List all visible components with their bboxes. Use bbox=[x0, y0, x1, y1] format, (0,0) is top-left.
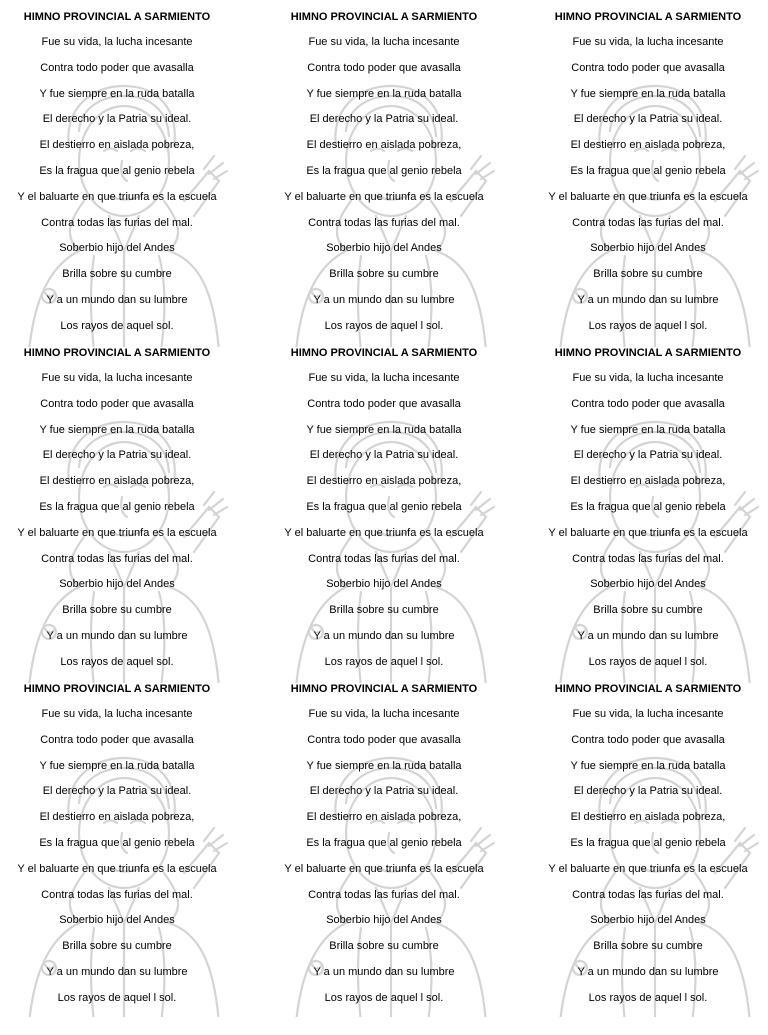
hymn-verse-line: Brilla sobre su cumbre bbox=[329, 268, 439, 281]
hymn-verse-line: Es la fragua que al genio rebela bbox=[306, 836, 462, 849]
hymn-verse-line: Es la fragua que al genio rebela bbox=[306, 500, 462, 513]
hymn-verse-line: Es la fragua que al genio rebela bbox=[39, 500, 195, 513]
hymn-verse-line: Brilla sobre su cumbre bbox=[329, 940, 439, 953]
hymn-card bbox=[520, 683, 768, 1017]
hymn-verse-line: Brilla sobre su cumbre bbox=[593, 940, 703, 953]
hymn-verse-line: Contra todo poder que avasalla bbox=[571, 397, 725, 410]
hymn-verse-line: Brilla sobre su cumbre bbox=[62, 268, 172, 281]
hymn-verse-line: Y fue siempre en la ruda batalla bbox=[570, 87, 726, 100]
hymn-verse-line: Es la fragua que al genio rebela bbox=[570, 164, 726, 177]
hymn-verse-line: Contra todo poder que avasalla bbox=[40, 61, 194, 74]
hymn-verse-line: Los rayos de aquel l sol. bbox=[324, 991, 444, 1004]
hymn-verse-line: El destierro en aislada pobreza, bbox=[39, 139, 195, 152]
hymn-verse-line: Contra todas las furias del mal. bbox=[572, 216, 724, 229]
hymn-verse-line: Y a un mundo dan su lumbre bbox=[577, 293, 719, 306]
hymn-verse-line: Es la fragua que al genio rebela bbox=[39, 836, 195, 849]
hymn-verse-line: Y a un mundo dan su lumbre bbox=[313, 965, 455, 978]
hymn-verse-line: Soberbio hijo del Andes bbox=[59, 914, 175, 927]
hymn-verse-line: El destierro en aislada pobreza, bbox=[306, 811, 462, 824]
hymn-verse-line: Contra todo poder que avasalla bbox=[307, 397, 461, 410]
hymn-title: HIMNO PROVINCIAL A SARMIENTO bbox=[23, 11, 211, 23]
hymn-verse-line: Contra todas las furias del mal. bbox=[572, 552, 724, 565]
hymn-verse-line: Los rayos de aquel l sol. bbox=[588, 655, 708, 668]
hymn-verse-line: Y el baluarte en que triunfa es la escuela bbox=[17, 526, 217, 539]
hymn-verse-line: Y a un mundo dan su lumbre bbox=[313, 293, 455, 306]
hymn-card bbox=[0, 347, 245, 683]
hymn-verse-line: El destierro en aislada pobreza, bbox=[570, 811, 726, 824]
hymn-verse-line: Fue su vida, la lucha incesante bbox=[41, 36, 193, 48]
hymn-verse-line: Brilla sobre su cumbre bbox=[593, 604, 703, 617]
hymn-card bbox=[0, 11, 245, 347]
hymn-verse-line: Contra todas las furias del mal. bbox=[308, 888, 460, 901]
hymn-verse-line: El derecho y la Patria su ideal. bbox=[42, 113, 192, 126]
hymn-card bbox=[0, 683, 245, 1017]
hymn-verse-line: Es la fragua que al genio rebela bbox=[306, 164, 462, 177]
hymn-verse-line: Y a un mundo dan su lumbre bbox=[46, 629, 188, 642]
hymn-title: HIMNO PROVINCIAL A SARMIENTO bbox=[554, 683, 742, 695]
hymn-verse-line: El destierro en aislada pobreza, bbox=[39, 475, 195, 488]
hymn-verse-line: Fue su vida, la lucha incesante bbox=[572, 372, 724, 384]
hymn-verse-line: Y a un mundo dan su lumbre bbox=[46, 965, 188, 978]
hymn-verse-line: Los rayos de aquel l sol. bbox=[324, 319, 444, 332]
hymn-verse-line: Soberbio hijo del Andes bbox=[590, 914, 706, 927]
hymn-verse-line: Y fue siempre en la ruda batalla bbox=[570, 759, 726, 772]
hymn-verse-line: Y fue siempre en la ruda batalla bbox=[306, 423, 462, 436]
hymn-verse-line: Contra todo poder que avasalla bbox=[571, 733, 725, 746]
hymn-card bbox=[520, 347, 768, 683]
hymn-verse-line: Contra todas las furias del mal. bbox=[308, 552, 460, 565]
hymn-verse-line: Los rayos de aquel sol. bbox=[60, 655, 174, 668]
hymn-verse-line: El destierro en aislada pobreza, bbox=[306, 475, 462, 488]
hymn-verse-line: Es la fragua que al genio rebela bbox=[570, 500, 726, 513]
hymn-verse-line: Es la fragua que al genio rebela bbox=[39, 164, 195, 177]
hymn-verse-line: Fue su vida, la lucha incesante bbox=[572, 36, 724, 48]
hymn-verse-line: Los rayos de aquel l sol. bbox=[324, 655, 444, 668]
hymn-verse-line: Contra todo poder que avasalla bbox=[571, 61, 725, 74]
hymn-verse-line: Brilla sobre su cumbre bbox=[329, 604, 439, 617]
hymn-verse-line: Contra todo poder que avasalla bbox=[40, 733, 194, 746]
hymn-verse-line: Contra todo poder que avasalla bbox=[40, 397, 194, 410]
hymn-title: HIMNO PROVINCIAL A SARMIENTO bbox=[290, 11, 478, 23]
hymn-title: HIMNO PROVINCIAL A SARMIENTO bbox=[290, 347, 478, 359]
hymn-verse-line: El derecho y la Patria su ideal. bbox=[309, 449, 459, 462]
hymn-verse-line: Contra todas las furias del mal. bbox=[41, 888, 193, 901]
hymn-verse-line: El derecho y la Patria su ideal. bbox=[42, 449, 192, 462]
hymn-verse-line: Fue su vida, la lucha incesante bbox=[41, 708, 193, 720]
hymn-verse-line: Contra todas las furias del mal. bbox=[41, 216, 193, 229]
hymn-verse-line: Y el baluarte en que triunfa es la escuela bbox=[548, 862, 748, 875]
hymn-verse-line: Fue su vida, la lucha incesante bbox=[308, 708, 460, 720]
hymn-verse-line: El destierro en aislada pobreza, bbox=[39, 811, 195, 824]
hymn-verse-line: Contra todo poder que avasalla bbox=[307, 61, 461, 74]
hymn-verse-line: Y fue siempre en la ruda batalla bbox=[306, 759, 462, 772]
hymn-verse-line: Soberbio hijo del Andes bbox=[59, 242, 175, 255]
hymn-verse-line: Brilla sobre su cumbre bbox=[593, 268, 703, 281]
hymn-verse-line: Y fue siempre en la ruda batalla bbox=[39, 423, 195, 436]
hymn-verse-line: Los rayos de aquel l sol. bbox=[588, 991, 708, 1004]
hymn-verse-line: Y fue siempre en la ruda batalla bbox=[39, 759, 195, 772]
hymn-title: HIMNO PROVINCIAL A SARMIENTO bbox=[290, 683, 478, 695]
hymn-title: HIMNO PROVINCIAL A SARMIENTO bbox=[554, 11, 742, 23]
hymn-verse-line: El destierro en aislada pobreza, bbox=[570, 139, 726, 152]
hymn-verse-line: Soberbio hijo del Andes bbox=[326, 914, 442, 927]
hymn-verse-line: Soberbio hijo del Andes bbox=[590, 242, 706, 255]
hymn-card bbox=[256, 11, 512, 347]
hymn-verse-line: Y el baluarte en que triunfa es la escuela bbox=[548, 190, 748, 203]
hymn-verse-line: Brilla sobre su cumbre bbox=[62, 604, 172, 617]
hymn-verse-line: Y a un mundo dan su lumbre bbox=[313, 629, 455, 642]
hymn-verse-line: Brilla sobre su cumbre bbox=[62, 940, 172, 953]
hymn-verse-line: El derecho y la Patria su ideal. bbox=[309, 785, 459, 798]
hymn-verse-line: El derecho y la Patria su ideal. bbox=[309, 113, 459, 126]
hymn-verse-line: Y fue siempre en la ruda batalla bbox=[306, 87, 462, 100]
hymn-verse-line: Y el baluarte en que triunfa es la escuela bbox=[284, 190, 484, 203]
hymn-verse-line: Y el baluarte en que triunfa es la escuela bbox=[284, 862, 484, 875]
hymn-verse-line: El derecho y la Patria su ideal. bbox=[573, 449, 723, 462]
hymn-verse-line: Los rayos de aquel l sol. bbox=[588, 319, 708, 332]
hymn-verse-line: El derecho y la Patria su ideal. bbox=[573, 785, 723, 798]
hymn-verse-line: Los rayos de aquel l sol. bbox=[57, 991, 177, 1004]
hymn-card bbox=[520, 11, 768, 347]
hymn-verse-line: El derecho y la Patria su ideal. bbox=[42, 785, 192, 798]
hymn-verse-line: Fue su vida, la lucha incesante bbox=[572, 708, 724, 720]
hymn-verse-line: Los rayos de aquel sol. bbox=[60, 319, 174, 332]
hymn-verse-line: Soberbio hijo del Andes bbox=[326, 242, 442, 255]
hymn-verse-line: Contra todo poder que avasalla bbox=[307, 733, 461, 746]
hymn-verse-line: El derecho y la Patria su ideal. bbox=[573, 113, 723, 126]
hymn-verse-line: Y fue siempre en la ruda batalla bbox=[570, 423, 726, 436]
hymn-verse-line: Es la fragua que al genio rebela bbox=[570, 836, 726, 849]
hymn-verse-line: El destierro en aislada pobreza, bbox=[306, 139, 462, 152]
hymn-verse-line: Fue su vida, la lucha incesante bbox=[308, 372, 460, 384]
hymn-verse-line: Y el baluarte en que triunfa es la escuela bbox=[548, 526, 748, 539]
hymn-verse-line: Y a un mundo dan su lumbre bbox=[46, 293, 188, 306]
hymn-verse-line: Y fue siempre en la ruda batalla bbox=[39, 87, 195, 100]
hymn-verse-line: Contra todas las furias del mal. bbox=[308, 216, 460, 229]
hymn-title: HIMNO PROVINCIAL A SARMIENTO bbox=[554, 347, 742, 359]
hymn-verse-line: Soberbio hijo del Andes bbox=[590, 578, 706, 591]
hymn-card bbox=[256, 347, 512, 683]
hymn-verse-line: Contra todas las furias del mal. bbox=[41, 552, 193, 565]
hymn-title: HIMNO PROVINCIAL A SARMIENTO bbox=[23, 347, 211, 359]
hymn-verse-line: Y el baluarte en que triunfa es la escuela bbox=[284, 526, 484, 539]
hymn-verse-line: Soberbio hijo del Andes bbox=[59, 578, 175, 591]
hymn-verse-line: Y el baluarte en que triunfa es la escuela bbox=[17, 862, 217, 875]
hymn-verse-line: Soberbio hijo del Andes bbox=[326, 578, 442, 591]
hymn-verse-line: Y a un mundo dan su lumbre bbox=[577, 965, 719, 978]
hymn-verse-line: Contra todas las furias del mal. bbox=[572, 888, 724, 901]
hymn-title: HIMNO PROVINCIAL A SARMIENTO bbox=[23, 683, 211, 695]
hymn-card bbox=[256, 683, 512, 1017]
hymn-verse-line: Fue su vida, la lucha incesante bbox=[41, 372, 193, 384]
hymn-verse-line: El destierro en aislada pobreza, bbox=[570, 475, 726, 488]
hymn-verse-line: Y a un mundo dan su lumbre bbox=[577, 629, 719, 642]
hymn-verse-line: Fue su vida, la lucha incesante bbox=[308, 36, 460, 48]
hymn-verse-line: Y el baluarte en que triunfa es la escuela bbox=[17, 190, 217, 203]
